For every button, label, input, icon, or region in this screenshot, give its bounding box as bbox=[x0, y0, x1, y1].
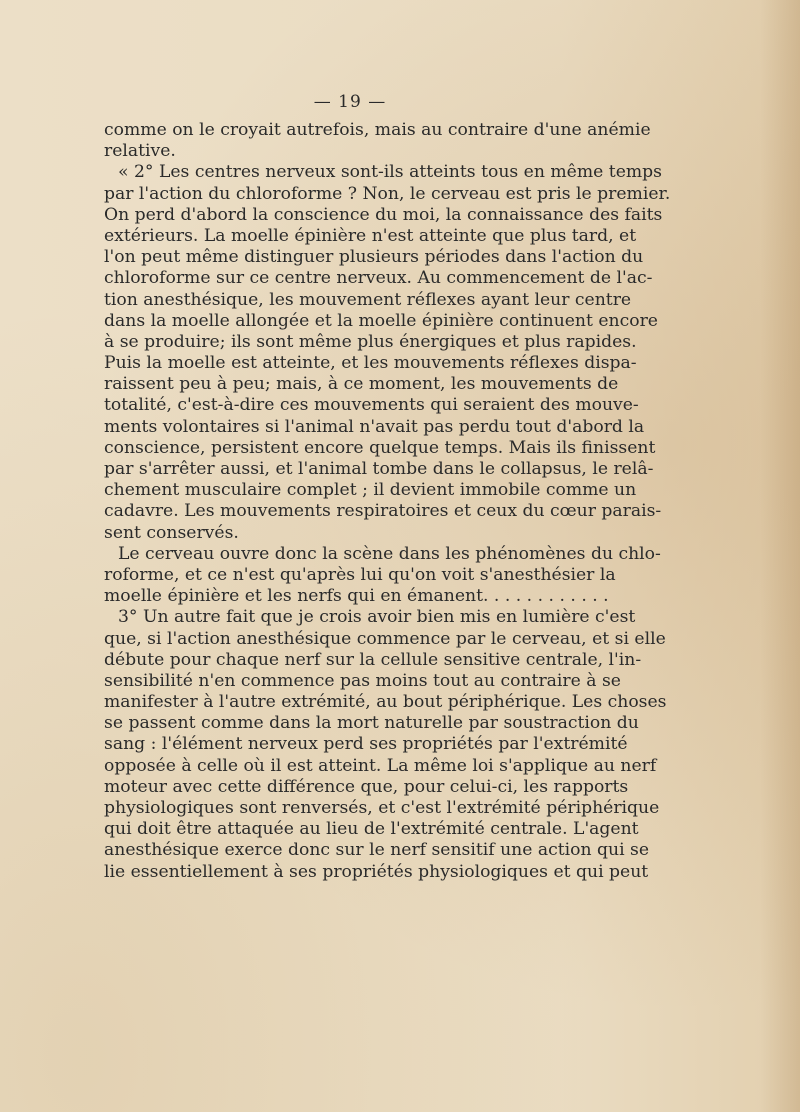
text-line: On perd d'abord la conscience du moi, la connaissance des faits bbox=[104, 204, 663, 225]
text-line: Le cerveau ouvre donc la scène dans les phénomènes du chlo- bbox=[118, 543, 661, 564]
text-line: opposée à celle où il est atteint. La même loi s'applique au nerf bbox=[104, 755, 657, 776]
text-line: moteur avec cette différence que, pour celui-ci, les rapports bbox=[104, 776, 629, 797]
text-line: à se produire; ils sont même plus énergiques et plus rapides. bbox=[104, 331, 637, 352]
text-line: que, si l'action anesthésique commence par le cerveau, et si elle bbox=[104, 628, 666, 649]
page-edge-shadow bbox=[760, 0, 800, 1112]
text-line: débute pour chaque nerf sur la cellule sensitive centrale, l'in- bbox=[104, 649, 642, 670]
text-line: conscience, persistent encore quelque temps. Mais ils finissent bbox=[104, 437, 656, 458]
text-line: dans la moelle allongée et la moelle épinière continuent encore bbox=[104, 310, 658, 331]
text-line: Puis la moelle est atteinte, et les mouvements réflexes dispa- bbox=[104, 353, 637, 374]
text-line: physiologiques sont renversés, et c'est l'extrémité périphérique bbox=[104, 798, 660, 818]
text-line: raissent peu à peu; mais, à ce moment, les mouvements de bbox=[104, 374, 619, 395]
text-line: « 2° Les centres nerveux sont-ils atteints tous en même temps bbox=[118, 162, 662, 183]
text-line: tion anesthésique, les mouvement réflexes ayant leur centre bbox=[104, 289, 632, 310]
text-line: sensibilité n'en commence pas moins tout au contraire à se bbox=[104, 670, 621, 691]
text-line: chement musculaire complet ; il devient immobile comme un bbox=[104, 480, 637, 501]
body-text bbox=[104, 120, 671, 883]
text-line: lie essentiellement à ses propriétés physiologiques et qui peut bbox=[104, 861, 649, 882]
text-line: relative. bbox=[104, 141, 176, 162]
text-line: ments volontaires si l'animal n'avait pas perdu tout d'abord la bbox=[104, 416, 645, 437]
text-line: cadavre. Les mouvements respiratoires et ceux du cœur parais- bbox=[104, 501, 662, 522]
text-line: totalité, c'est-à-dire ces mouvements qui seraient des mouve- bbox=[104, 395, 639, 416]
text-line: roforme, et ce n'est qu'après lui qu'on voit s'anesthésier la bbox=[104, 564, 616, 585]
text-line: par l'action du chloroforme ? Non, le cerveau est pris le premier. bbox=[104, 183, 671, 204]
text-line: se passent comme dans la mort naturelle par soustraction du bbox=[104, 713, 639, 734]
text-line: anesthésique exerce donc sur le nerf sensitif une action qui se bbox=[104, 840, 650, 861]
text-line: extérieurs. La moelle épinière n'est atteinte que plus tard, et bbox=[104, 225, 637, 246]
text-line: chloroforme sur ce centre nerveux. Au commencement de l'ac- bbox=[104, 268, 653, 289]
text-line: sent conservés. bbox=[104, 522, 239, 543]
text-line: sang : l'élément nerveux perd ses propriétés par l'extrémité bbox=[104, 734, 628, 755]
text-line: comme on le croyait autrefois, mais au contraire d'une anémie bbox=[104, 120, 651, 140]
text-line: l'on peut même distinguer plusieurs périodes dans l'action du bbox=[104, 247, 644, 268]
text-line: par s'arrêter aussi, et l'animal tombe dans le collapsus, le relâ- bbox=[104, 459, 654, 479]
text-line: qui doit être attaquée au lieu de l'extrémité centrale. L'agent bbox=[104, 819, 639, 840]
text-line: moelle épinière et les nerfs qui en émanent. . . . . . . . . . . . bbox=[104, 586, 609, 607]
text-line: 3° Un autre fait que je crois avoir bien mis en lumière c'est bbox=[118, 607, 636, 628]
page-number: — 19 — bbox=[313, 92, 387, 112]
text-line: manifester à l'autre extrémité, au bout périphérique. Les choses bbox=[104, 692, 667, 713]
